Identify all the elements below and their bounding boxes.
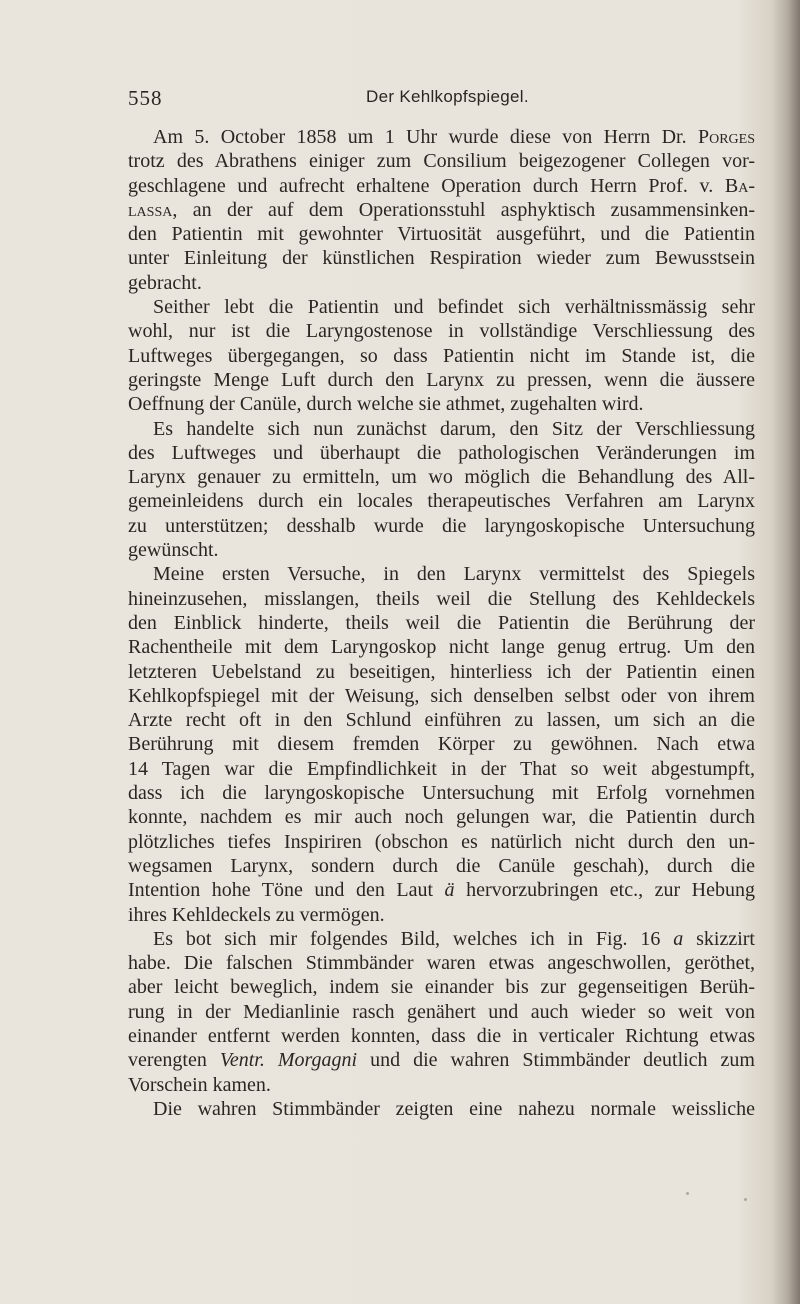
text-line: plötzliches tiefes Inspiriren (obschon es natürlich nicht durch den un- xyxy=(128,830,755,853)
text-line: hineinzusehen, misslangen, theils weil die Stellung des Kehldeckels xyxy=(128,587,755,610)
running-title: Der Kehlkopfspiegel. xyxy=(366,87,529,106)
text-run: verengten xyxy=(128,1049,220,1072)
paragraph xyxy=(128,125,755,295)
figure-ref-letter: a xyxy=(673,927,684,950)
paragraph xyxy=(128,1097,755,1121)
text-run: Am 5. October 1858 um 1 Uhr wurde diese von Herrn Dr. xyxy=(153,126,698,148)
text-line: wegsamen Larynx, sondern durch die Canüle geschah), durch die xyxy=(128,854,755,877)
text-run: und die wahren Stimmbänder deutlich zum xyxy=(357,1049,755,1072)
text-run: Intention hohe Töne und den Laut xyxy=(128,879,445,902)
text-line: ihres Kehldeckels zu vermögen. xyxy=(128,903,385,926)
body-text xyxy=(128,125,755,1121)
paragraph xyxy=(128,562,755,926)
text-line: geringste Menge Luft durch den Larynx zu pressen, wenn die äussere xyxy=(128,368,755,391)
paragraph xyxy=(128,295,755,416)
text-run: geschlagene und aufrecht erhaltene Operation durch Herrn Prof. v. xyxy=(128,174,725,197)
text-line xyxy=(128,125,755,149)
text-line: gemeinleidens durch ein locales therapeutisches Verfahren am Larynx xyxy=(128,490,755,513)
paragraph xyxy=(128,417,755,563)
author-name-porges: Porges xyxy=(697,126,755,148)
text-line: des Luftweges und überhaupt die pathologischen Veränderungen im xyxy=(128,441,755,464)
text-line: gebracht. xyxy=(128,271,202,294)
text-line xyxy=(128,927,755,951)
paper-speck xyxy=(744,1198,747,1201)
author-name-balassa-part1: Ba- xyxy=(724,174,755,197)
text-line: den Einblick hinderte, theils weil die Patientin die Berührung der xyxy=(128,611,755,634)
text-line: Kehlkopfspiegel mit der Weisung, sich denselben selbst oder von ihrem xyxy=(128,684,755,707)
text-line: konnte, nachdem es mir auch noch gelungen war, die Patientin durch xyxy=(128,806,755,829)
text-line: Meine ersten Versuche, in den Larynx vermittelst des Spiegels xyxy=(153,563,755,586)
text-line: zu unterstützen; desshalb wurde die laryngoskopische Untersuchung xyxy=(128,514,755,537)
text-line: Arzte recht oft in den Schlund einführen zu lassen, um sich an die xyxy=(128,709,755,732)
text-run: Es bot sich mir folgendes Bild, welches ich in Fig. 16 xyxy=(153,927,674,950)
text-line xyxy=(128,198,755,222)
text-line: Berührung mit diesem fremden Körper zu gewöhnen. Nach etwa xyxy=(128,733,755,756)
running-head xyxy=(128,86,753,116)
text-line xyxy=(128,878,755,902)
text-line: Rachentheile mit dem Laryngoskop nicht lange genug ertrug. Um den xyxy=(128,636,755,659)
text-line: Oeffnung der Canüle, durch welche sie athmet, zugehalten wird. xyxy=(128,393,644,416)
page-binding-shadow xyxy=(772,0,800,1304)
text-line: Luftweges übergegangen, so dass Patientin nicht im Stande ist, die xyxy=(128,344,755,367)
text-line: trotz des Abrathens einiger zum Consilium beigezogener Collegen vor- xyxy=(128,150,755,173)
text-line: wohl, nur ist die Laryngostenose in vollständige Verschliessung des xyxy=(128,320,755,343)
text-line: Larynx genauer zu ermitteln, um wo möglich die Behandlung des All- xyxy=(128,466,755,489)
text-line: einander entfernt werden konnten, dass die in verticaler Richtung etwas xyxy=(128,1024,755,1047)
author-name-balassa-part2: lassa xyxy=(128,198,173,221)
text-line: Vorschein kamen. xyxy=(128,1073,271,1096)
text-line: dass ich die laryngoskopische Untersuchung mit Erfolg vornehmen xyxy=(128,782,755,805)
text-line: aber leicht beweglich, indem sie einander bis zur gegenseitigen Berüh- xyxy=(128,976,755,999)
text-run: , an der auf dem Operationsstuhl asphyktisch zusammensinken- xyxy=(172,198,755,221)
text-line: Seither lebt die Patientin und befindet sich verhältnissmässig sehr xyxy=(153,296,755,319)
text-line: gewünscht. xyxy=(128,539,219,562)
text-line: unter Einleitung der künstlichen Respiration wieder zum Bewusstsein xyxy=(128,247,755,270)
text-line xyxy=(128,174,755,198)
text-line: Es handelte sich nun zunächst darum, den Sitz der Verschliessung xyxy=(153,417,755,440)
text-line: habe. Die falschen Stimmbänder waren etwas angeschwollen, geröthet, xyxy=(128,952,755,975)
text-line xyxy=(128,1048,755,1072)
text-run: hervorzubringen etc., zur Hebung xyxy=(454,879,755,902)
anatomical-term: Ventr. Morgagni xyxy=(219,1049,358,1072)
text-line: den Patientin mit gewohnter Virtuosität ausgeführt, und die Patientin xyxy=(128,223,755,246)
page-number: 558 xyxy=(128,86,163,110)
paragraph xyxy=(128,927,755,1097)
text-line: 14 Tagen war die Empfindlichkeit in der That so weit abgestumpft, xyxy=(128,757,755,780)
text-line: letzteren Uebelstand zu beseitigen, hinterliess ich der Patientin einen xyxy=(128,660,755,683)
paper-speck xyxy=(686,1192,689,1195)
text-run: skizzirt xyxy=(683,927,755,950)
text-line: rung in der Medianlinie rasch genähert und auch wieder so weit von xyxy=(128,1000,755,1023)
vowel-symbol: ä xyxy=(444,879,455,902)
text-line: Die wahren Stimmbänder zeigten eine nahezu normale weissliche xyxy=(153,1097,755,1120)
